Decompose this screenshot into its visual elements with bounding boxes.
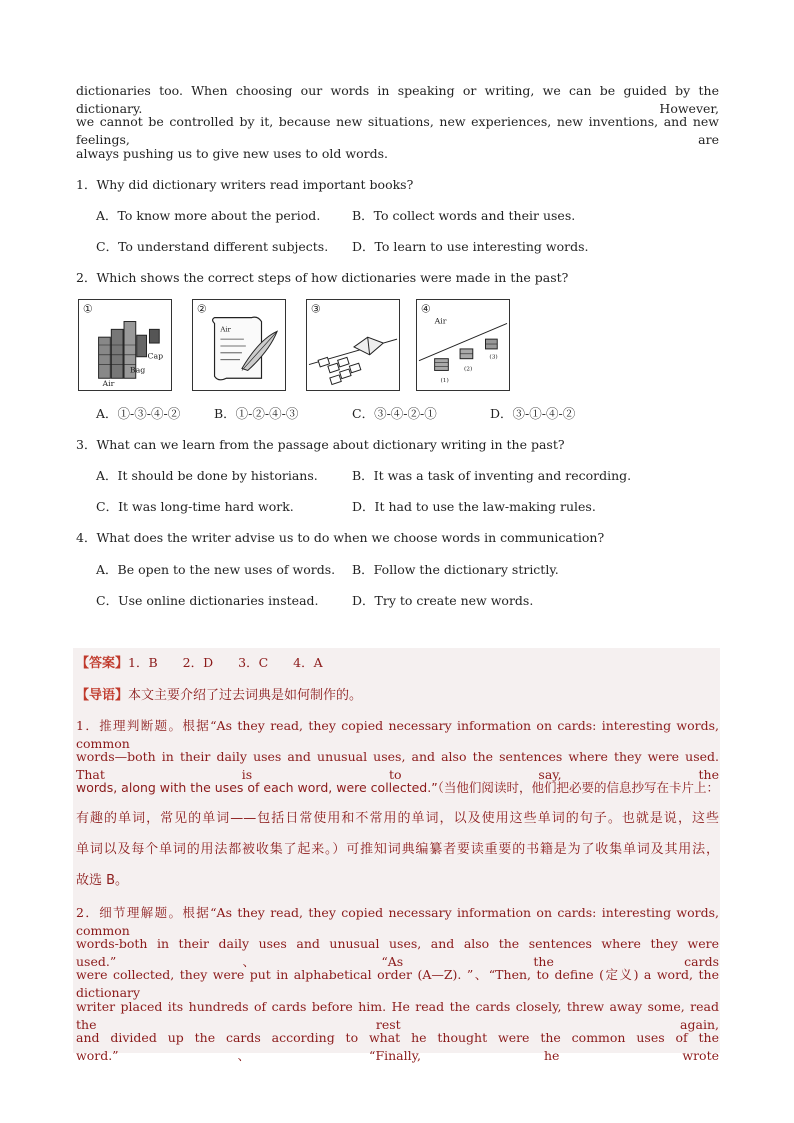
question-3-option-c[interactable]: C．It was long-time hard work. [96, 499, 294, 514]
explanation-line-1: 1．推理判断题。根据“As they read, they copied necessary information on cards: interesting words, common [76, 718, 719, 751]
picture-4-label-2: (2) [463, 366, 473, 373]
question-4-option-d[interactable]: D．Try to create new words. [352, 593, 534, 608]
intro-line-2: we cannot be controlled by it, because new situations, new experiences, new inventions, and new feelings, are [76, 114, 719, 147]
explanation-line-2: words—both in their daily uses and unusual uses, and also the sentences where they were used. That is to say, the [76, 749, 719, 782]
explanation-line-4: 有趣的单词，常见的单词——包括日常使用和不常用的单词，以及使用这些单词的句子。也就是说，这些 [76, 811, 719, 826]
question-1-option-b[interactable]: B．To collect words and their uses. [352, 208, 576, 223]
answer-label: 【答案】 [76, 656, 129, 671]
question-1-option-c[interactable]: C．To understand different subjects. [96, 239, 329, 254]
question-4-stem: 4．What does the writer advise us to do when we choose words in communication? [76, 530, 605, 545]
question-3-option-b[interactable]: B．It was a task of inventing and recording. [352, 468, 632, 483]
explanation-line-7: 2．细节理解题。根据“As they read, they copied necessary information on cards: interesting words, common [76, 905, 719, 938]
answer-keys: 1．B 2．D 3．C 4．A [128, 655, 323, 670]
picture-4-word-air: Air [434, 316, 447, 326]
explanation-line-3: words, along with the uses of each word, were collected.”（当他们阅读时，他们把必要的信息抄写在卡片上： [76, 780, 719, 795]
question-2-option-d[interactable]: D．③-①-④-② [490, 406, 576, 421]
picture-1-number: ① [82, 302, 93, 316]
question-2-option-a[interactable]: A．①-③-④-② [96, 406, 181, 421]
question-3-option-a[interactable]: A．It should be done by historians. [96, 468, 318, 483]
picture-1-word-air: Air [102, 379, 115, 389]
question-3-stem: 3．What can we learn from the passage about dictionary writing in the past? [76, 437, 565, 452]
picture-1-card-stacks [78, 299, 172, 391]
picture-4-sorted-cards [416, 299, 510, 391]
picture-4-number: ④ [420, 302, 431, 316]
explanation-line-11: and divided up the cards according to what he thought were the common uses of the word.”、“Finally, he wrote [76, 1030, 719, 1063]
picture-3-book-cards [306, 299, 400, 391]
dictionary-steps-pictures [78, 299, 518, 394]
question-2-stem: 2．Which shows the correct steps of how dictionaries were made in the past? [76, 270, 569, 285]
question-2-option-c[interactable]: C．③-④-②-① [352, 406, 437, 421]
question-3-option-d[interactable]: D．It had to use the law-making rules. [352, 499, 596, 514]
question-1-stem: 1．Why did dictionary writers read important books? [76, 177, 414, 192]
question-4-option-b[interactable]: B．Follow the dictionary strictly. [352, 562, 559, 577]
guide-text: 本文主要介绍了过去词典是如何制作的。 [128, 688, 363, 703]
picture-1-word-cap: Cap [147, 351, 164, 361]
question-4-option-a[interactable]: A．Be open to the new uses of words. [96, 562, 336, 577]
question-2-option-b[interactable]: B．①-②-④-③ [214, 406, 299, 421]
picture-3-number: ③ [310, 302, 321, 316]
picture-4-label-1: (1) [440, 378, 449, 385]
picture-4-label-3: (3) [489, 354, 498, 361]
guide-line [76, 686, 362, 705]
question-1-option-d[interactable]: D．To learn to use interesting words. [352, 239, 589, 254]
answer-line [76, 654, 323, 673]
explanation-line-9: were collected, they were put in alphabetical order (A—Z). ”、“Then, to define (定义) a word, the dictionary [76, 967, 719, 1000]
picture-2-word-air: Air [220, 325, 231, 334]
explanation-line-5: 单词以及每个单词的用法都被收集了起来。）可推知词典编纂者要读重要的书籍是为了收集单词及其用法， [76, 842, 719, 857]
intro-line-1: dictionaries too. When choosing our words in speaking or writing, we can be guided by the dictionary. However, [76, 83, 719, 116]
question-1-option-a[interactable]: A．To know more about the period. [96, 208, 321, 223]
question-4-option-c[interactable]: C．Use online dictionaries instead. [96, 593, 319, 608]
picture-2-scroll-quill [192, 299, 286, 391]
explanation-line-6: 故选 B。 [76, 873, 129, 888]
guide-label: 【导语】 [76, 688, 129, 703]
picture-1-word-bag: Bag [129, 365, 146, 375]
intro-line-3: always pushing us to give new uses to old words. [76, 146, 388, 161]
explanation-line-10: writer placed its hundreds of cards before him. He read the cards closely, threw away some, read the rest again, [76, 999, 719, 1032]
explanation-line-8: words-both in their daily uses and unusual uses, and also the sentences where they were used.”、“As the cards [76, 936, 719, 969]
picture-2-number: ② [196, 302, 207, 316]
